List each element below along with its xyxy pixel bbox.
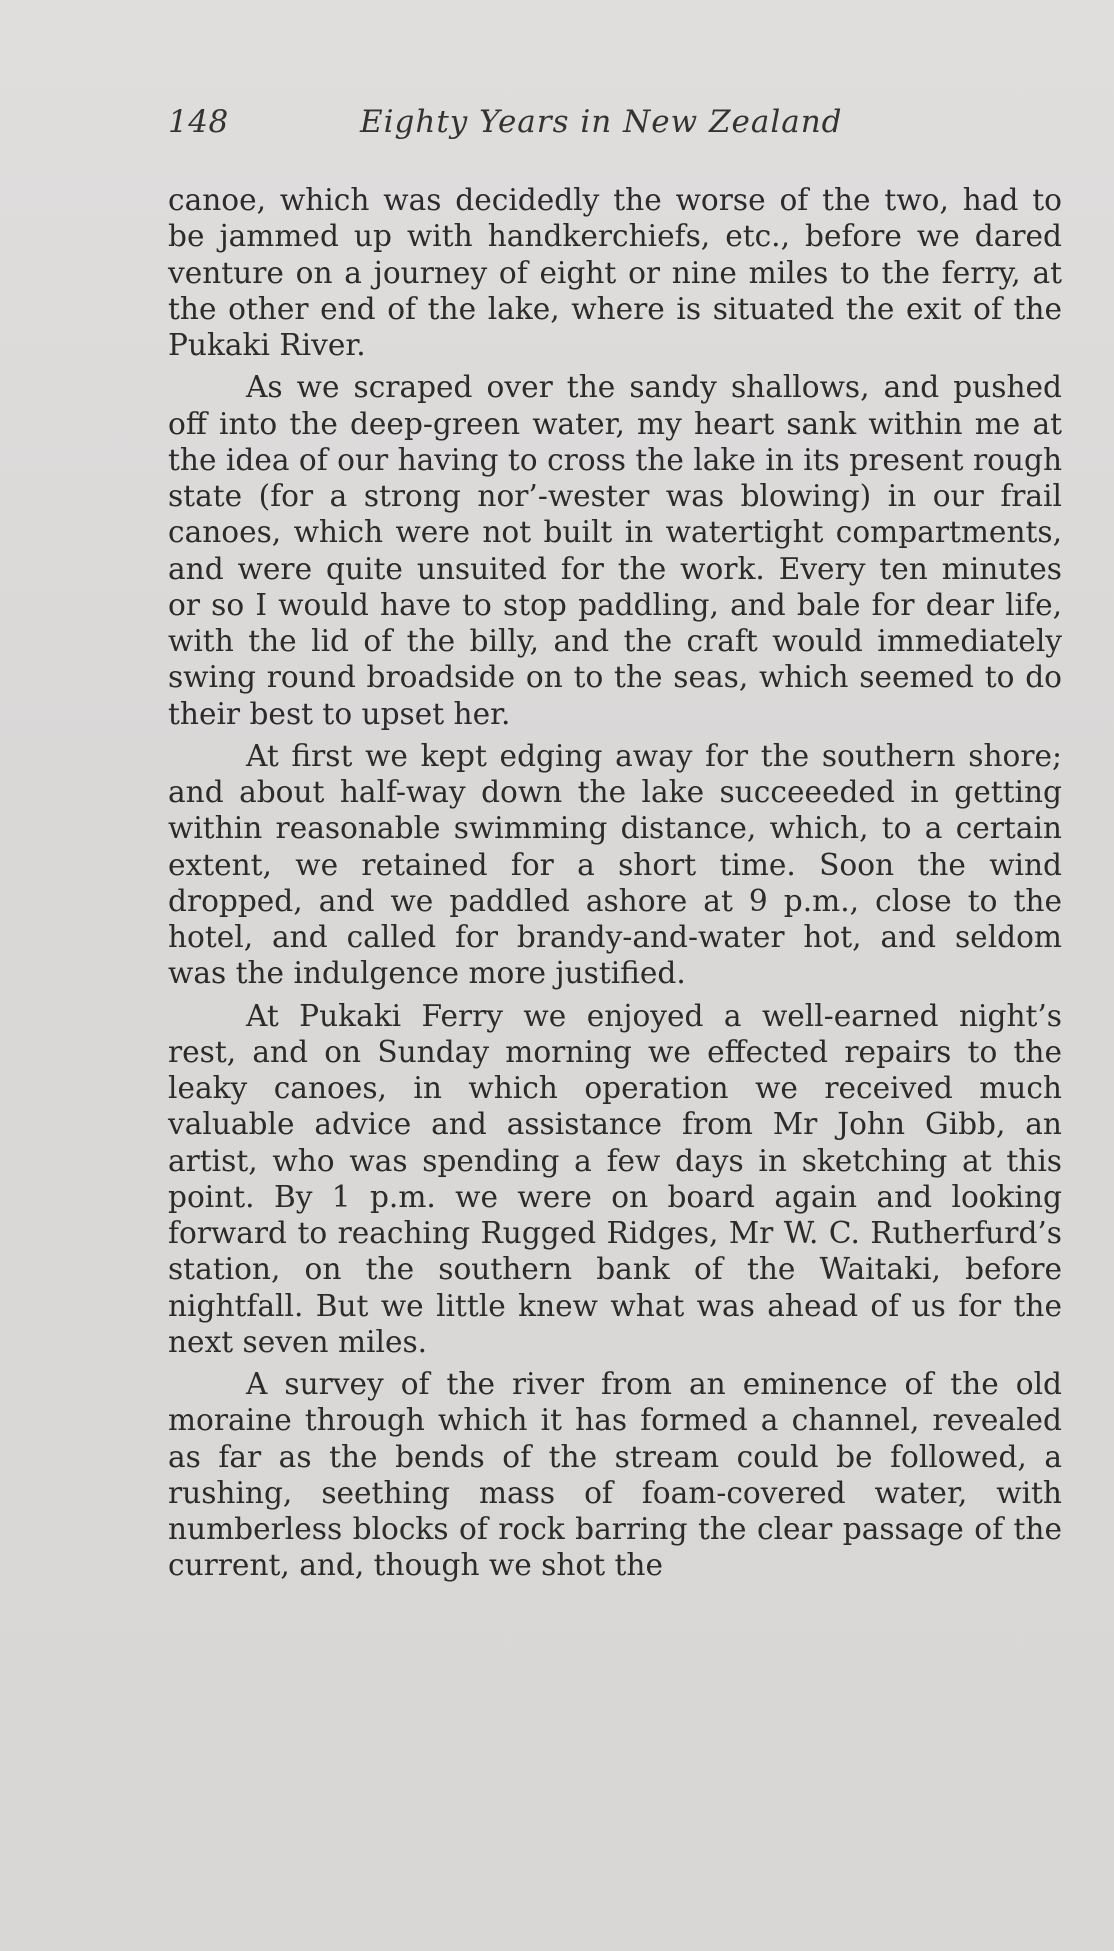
paragraph: As we scraped over the sandy shallows, and pushed off into the deep-green water, my heart sank within me at the idea of our having to cross the lake in its present rough state (for a strong nor’-wester was blowing) in our frail canoes, which were not built in watertight compartments, and were quite unsuited for the work. Every ten minutes or so I would have to stop paddling, and bale for dear life, with the lid of the billy, and the craft would immediately swing round broadside on to the seas, which seemed to do their best to upset her. [168,370,1062,731]
body-text [168,182,1062,1590]
running-header [168,104,1068,148]
page-number: 148 [168,104,229,140]
paragraph: A survey of the river from an eminence of the old moraine through which it has formed a channel, revealed as far as the bends of the stream could be followed, a rushing, seething mass of foam-covered water, with numberless blocks of rock barring the clear passage of the current, and, though we shot the [168,1367,1062,1583]
paragraph-continuation: canoe, which was decidedly the worse of the two, had to be jammed up with handkerchiefs, etc., before we dared venture on a journey of eight or nine miles to the ferry, at the other end of the lake, where is situated the exit of the Pukaki River. [168,183,1062,362]
paragraph: At first we kept edging away for the southern shore; and about half-way down the lake succeeeded in getting within reasonable swimming distance, which, to a certain extent, we retained for a short time. Soon the wind dropped, and we paddled ashore at 9 p.m., close to the hotel, and called for brandy-and-water hot, and seldom was the indulgence more justified. [168,738,1062,991]
running-title: Eighty Years in New Zealand [360,104,843,140]
paragraph: At Pukaki Ferry we enjoyed a well-earned night’s rest, and on Sunday morning we effected repairs to the leaky canoes, in which operation we received much valuable advice and assistance from Mr John Gibb, an artist, who was spending a few days in sketching at this point. By 1 p.m. we were on board again and looking forward to reaching Rugged Ridges, Mr W. C. Rutherfurd’s station, on the southern bank of the Waitaki, before nightfall. But we little knew what was ahead of us for the next seven miles. [168,998,1062,1359]
